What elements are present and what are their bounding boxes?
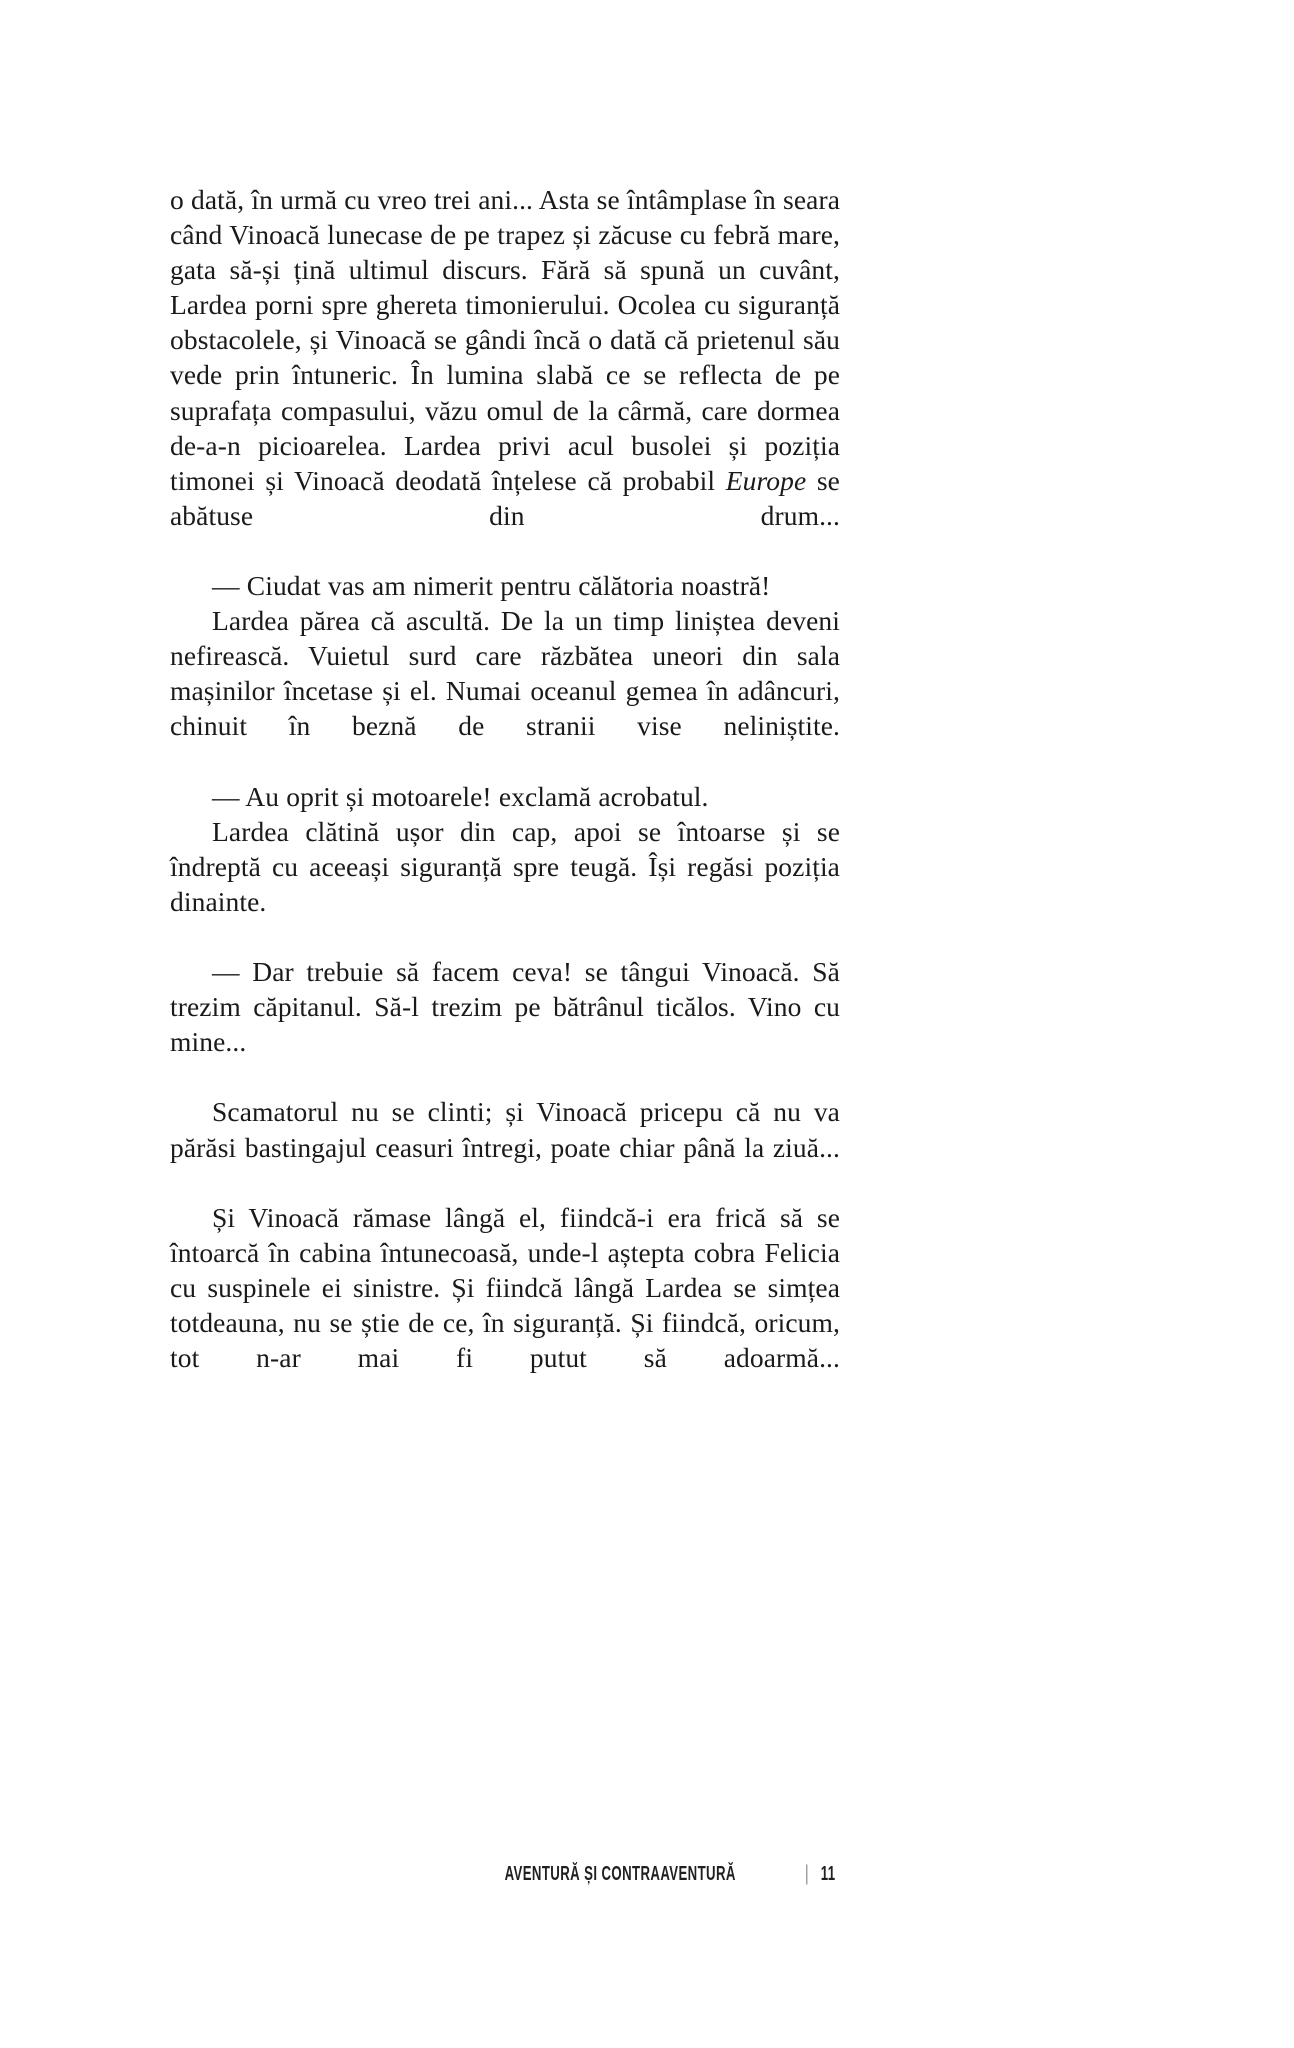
paragraph-4-dialogue: — Au oprit și motoarele! exclamă acrobatul. <box>212 780 709 812</box>
paragraph-2-dialogue: — Ciudat vas am nimerit pentru călătoria noastră! <box>212 570 771 602</box>
paragraph-8: Și Vinoacă rămase lângă el, fiindcă-i era frică să se întoarcă în cabina întunecoasă, unde-l aștepta cobra Felicia cu suspinele ei sinistre. Și fiindcă lângă Lardea se simțea totdeauna, nu se știe de ce, în siguranță. Și fiindcă, oricum, tot n-ar mai fi putut să adoarmă... <box>170 1201 840 1374</box>
italic-title-europe: Europe <box>725 464 807 496</box>
paragraph-1-text: o dată, în urmă cu vreo trei ani... Asta se întâmplase în seara când Vinoacă lunecase de pe trapez și zăcuse cu febră mare, gata să-și țină ultimul discurs. Fără să spună un cuvânt, Lardea porni spre ghereta timonierului. Ocolea cu siguranță obstacolele, și Vinoacă se gândi încă o dată că prietenul său vede prin întuneric. În lumina slabă ce se reflecta de pe suprafața compasului, văzu omul de la cârmă, care dormea de-a-n picioarelea. Lardea privi acul busolei și poziția timonei și Vinoacă deodată înțelese că probabil <box>170 184 841 496</box>
paragraph-1-text-after: se abătuse din drum... <box>170 464 840 531</box>
paragraph-7: Scamatorul nu se clinti; și Vinoacă pricepu că nu va părăsi bastingajul ceasuri întregi, poate chiar până la ziuă... <box>170 1096 840 1163</box>
page-number: 11 <box>820 1863 836 1885</box>
running-foot-title: AVENTURĂ ȘI CONTRAAVENTURĂ <box>504 1863 736 1885</box>
page-body-text <box>170 182 840 1410</box>
running-foot-separator: | <box>805 1862 810 1885</box>
paragraph-5: Lardea clătină ușor din cap, apoi se întoarse și se îndreptă cu aceeași siguranță spre teugă. Își regăsi poziția dinainte. <box>170 815 840 917</box>
paragraph-1 <box>170 182 840 568</box>
running-foot <box>170 1862 839 1886</box>
paragraph-3: Lardea părea că ascultă. De la un timp liniștea deveni nefirească. Vuietul surd care răzbătea uneori din sala mașinilor încetase și el. Numai oceanul gemea în adâncuri, chinuit în beznă de stranii vise neliniștite. <box>170 605 840 742</box>
paragraph-6-dialogue: — Dar trebuie să facem ceva! se tângui Vinoacă. Să trezim căpitanul. Să-l trezim pe bătrânul ticălos. Vino cu mine... <box>170 956 840 1058</box>
